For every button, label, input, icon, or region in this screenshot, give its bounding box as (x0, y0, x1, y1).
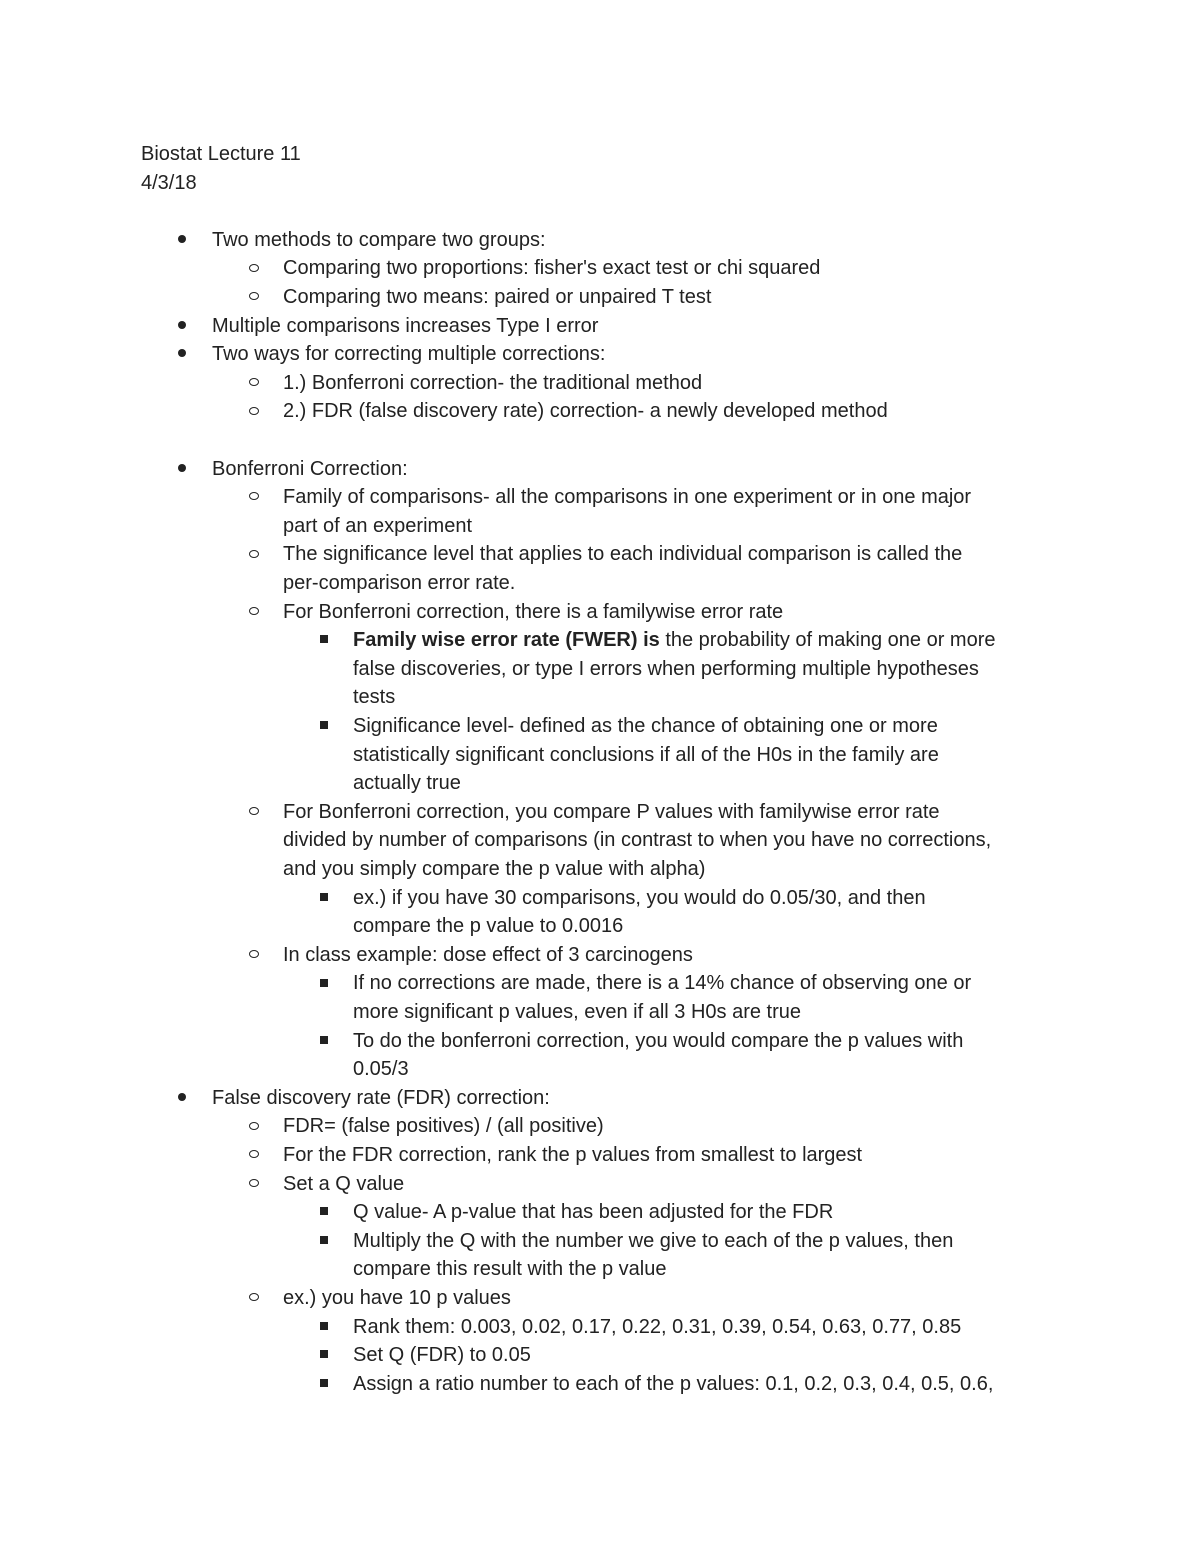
bullet-square-icon (316, 1313, 332, 1342)
list-item-text (353, 655, 979, 684)
list-item-text (212, 312, 598, 341)
list-item-text (283, 369, 702, 398)
list-item-body: Q value- A p-value that has been adjusted for the FDR (353, 1201, 834, 1224)
list-item-text (353, 1255, 667, 1284)
bullet-circle-icon (246, 254, 262, 283)
list-item-body: more significant p values, even if all 3 H0s are true (353, 1000, 801, 1023)
list-item-body: False discovery rate (FDR) correction: (212, 1086, 550, 1109)
list-item-text (283, 1112, 604, 1141)
bullet-circle-icon (246, 483, 262, 512)
list-item-body: Comparing two means: paired or unpaired T test (283, 285, 712, 308)
list-item-body: ex.) if you have 30 comparisons, you would do 0.05/30, and then (353, 886, 926, 909)
list-item-text (283, 283, 711, 312)
list-item-text (353, 969, 971, 998)
list-item-text (353, 1227, 953, 1256)
list-item-body: statistically significant conclusions if all of the H0s in the family are (353, 743, 939, 766)
list-item-text (353, 626, 996, 655)
list-item-text (212, 1084, 550, 1113)
document-date: 4/3/18 (141, 171, 197, 194)
bullet-square-icon (316, 1027, 332, 1056)
list-item-text (353, 1198, 833, 1227)
bullet-circle-icon (246, 540, 262, 569)
list-item-body: Two ways for correcting multiple corrections: (212, 343, 606, 366)
document-title: Biostat Lecture 11 (141, 143, 301, 165)
bullet-square-icon (316, 884, 332, 913)
bullet-circle-icon (246, 941, 262, 970)
list-item-text (353, 884, 926, 913)
bullet-circle-icon (246, 1170, 262, 1199)
list-item-text (353, 1027, 963, 1056)
list-item-text (283, 512, 472, 541)
list-item-body: Set Q (FDR) to 0.05 (353, 1344, 531, 1367)
bullet-square-icon (316, 1370, 332, 1399)
bullet-square-icon (316, 712, 332, 741)
list-item-text (283, 483, 971, 512)
bullet-square-icon (316, 1198, 332, 1227)
list-item-body: part of an experiment (283, 514, 472, 537)
list-item-body: In class example: dose effect of 3 carcinogens (283, 943, 693, 966)
list-item-body: Multiple comparisons increases Type I error (212, 314, 599, 337)
list-item-text (212, 340, 605, 369)
bullet-circle-icon (246, 397, 262, 426)
list-item-body: ex.) you have 10 p values (283, 1286, 511, 1309)
bullet-disc-icon (174, 226, 190, 255)
list-item-body: FDR= (false positives) / (all positive) (283, 1115, 604, 1138)
bullet-circle-icon (246, 1112, 262, 1141)
list-item-body: Multiply the Q with the number we give to each of the p values, then (353, 1229, 954, 1252)
list-item-body: false discoveries, or type I errors when performing multiple hypotheses (353, 657, 979, 680)
list-item-body: Set a Q value (283, 1172, 405, 1195)
list-item-body: compare the p value to 0.0016 (353, 915, 624, 938)
list-item-text (283, 798, 940, 827)
list-item-text (283, 540, 962, 569)
list-item-body: If no corrections are made, there is a 14% chance of observing one or (353, 972, 972, 995)
list-item-body: For Bonferroni correction, you compare P values with familywise error rate (283, 800, 940, 823)
bold-term: Family wise error rate (FWER) is (353, 629, 660, 652)
list-item-text (353, 1313, 961, 1342)
list-item-body: Significance level- defined as the chance of obtaining one or more (353, 714, 938, 737)
list-item-body: 1.) Bonferroni correction- the traditional method (283, 371, 703, 394)
list-item-text (353, 769, 461, 798)
bullet-disc-icon (174, 312, 190, 341)
bullet-square-icon (316, 969, 332, 998)
list-item-text (283, 397, 888, 426)
bullet-circle-icon (246, 283, 262, 312)
list-item-body: divided by number of comparisons (in contrast to when you have no corrections, (283, 829, 992, 852)
bullet-circle-icon (246, 1141, 262, 1170)
list-item-body: 2.) FDR (false discovery rate) correction- a newly developed method (283, 400, 888, 423)
list-item-text (283, 1141, 862, 1170)
bullet-circle-icon (246, 369, 262, 398)
list-item-text (283, 826, 991, 855)
list-item-body: compare this result with the p value (353, 1258, 667, 1281)
bullet-disc-icon (174, 1084, 190, 1113)
list-item-body: actually true (353, 772, 461, 795)
list-item-text (353, 741, 939, 770)
list-item-body: Two methods to compare two groups: (212, 228, 546, 251)
bullet-square-icon (316, 1227, 332, 1256)
list-item-text (353, 1055, 409, 1084)
bullet-disc-icon (174, 455, 190, 484)
list-item-text (353, 1341, 531, 1370)
list-item-text (353, 1370, 993, 1399)
bullet-circle-icon (246, 1284, 262, 1313)
list-item-body: For Bonferroni correction, there is a familywise error rate (283, 600, 784, 623)
list-item-text (353, 712, 938, 741)
list-item-body: and you simply compare the p value with alpha) (283, 857, 706, 880)
list-item-text (283, 254, 820, 283)
list-item-body: Comparing two proportions: fisher's exact test or chi squared (283, 257, 821, 280)
list-item-text (283, 1170, 404, 1199)
list-item-body: Bonferroni Correction: (212, 457, 408, 480)
bullet-disc-icon (174, 340, 190, 369)
list-item-text (212, 226, 546, 255)
list-item-text (353, 683, 395, 712)
list-item-text (283, 598, 783, 627)
list-item-body: the probability of making one or more (659, 629, 996, 652)
list-item-body: Rank them: 0.003, 0.02, 0.17, 0.22, 0.31, 0.39, 0.54, 0.63, 0.77, 0.85 (353, 1315, 962, 1338)
list-item-body: Assign a ratio number to each of the p values: 0.1, 0.2, 0.3, 0.4, 0.5, 0.6, (353, 1372, 994, 1395)
list-item-body: To do the bonferroni correction, you would compare the p values with (353, 1029, 964, 1052)
list-item-body: 0.05/3 (353, 1058, 409, 1081)
bullet-square-icon (316, 1341, 332, 1370)
list-item-text (212, 455, 408, 484)
bullet-circle-icon (246, 598, 262, 627)
list-item-text (283, 569, 515, 598)
list-item-body: tests (353, 686, 396, 709)
list-item-body: Family of comparisons- all the comparisons in one experiment or in one major (283, 486, 972, 509)
list-item-body: The significance level that applies to each individual comparison is called the (283, 543, 963, 566)
list-item-text (283, 1284, 511, 1313)
list-item-text (283, 941, 693, 970)
list-item-text (283, 855, 705, 884)
list-item-text (353, 912, 623, 941)
list-item-body: For the FDR correction, rank the p values from smallest to largest (283, 1143, 863, 1166)
list-item-text (353, 998, 801, 1027)
bullet-circle-icon (246, 798, 262, 827)
bullet-square-icon (316, 626, 332, 655)
list-item-body: per-comparison error rate. (283, 571, 516, 594)
